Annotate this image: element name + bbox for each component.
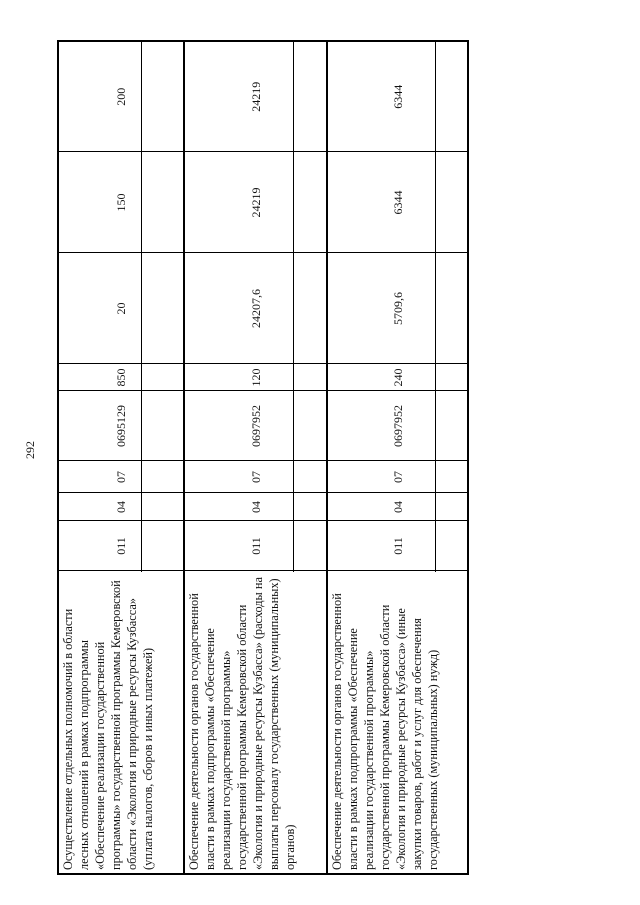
subsection-code: 07 [58,461,184,493]
expense-type-code: 850 [58,364,184,391]
target-article-code: 0697952 [327,391,468,461]
expense-type-code: 240 [327,364,468,391]
amount-year-2: 150 [58,152,184,253]
amount-year-1: 5709,6 [327,253,468,364]
expense-name: Обеспечение деятельности органов государственной власти в рамках подпрограммы «Обеспечение реализации государственной программы» государственной программы Кемеровской области «Экология и природные ресурсы Кузбасса» (иные закупки товаров, работ и услуг для обеспечения государственных (муниципальных) нужд) [327,571,468,874]
table-row [58,41,184,874]
target-article-code: 0695129 [58,391,184,461]
page-number: 292 [23,441,37,459]
section-code: 04 [327,493,468,521]
ministry-code: 011 [184,521,327,571]
expense-name: Осуществление отдельных полномочий в области лесных отношений в рамках подпрограммы «Обеспечение реализации государственной программы» государственной программы Кемеровской области «Экология и природные ресурсы Кузбасса» (уплата налогов, сборов и иных платежей) [58,571,184,874]
section-code: 04 [184,493,327,521]
budget-table [57,40,469,875]
expense-type-code: 120 [184,364,327,391]
amount-year-3: 200 [58,41,184,152]
table-row [327,41,468,874]
amount-year-2: 24219 [184,152,327,253]
row-divider [141,42,142,572]
table-row [184,41,327,874]
amount-year-3: 6344 [327,41,468,152]
rotated-table-frame [57,42,467,875]
row-divider [435,42,436,572]
ministry-code: 011 [58,521,184,571]
subsection-code: 07 [327,461,468,493]
amount-year-3: 24219 [184,41,327,152]
ministry-code: 011 [327,521,468,571]
subsection-code: 07 [184,461,327,493]
row-divider [293,42,294,572]
amount-year-2: 6344 [327,152,468,253]
section-code: 04 [58,493,184,521]
amount-year-1: 20 [58,253,184,364]
expense-name: Обеспечение деятельности органов государственной власти в рамках подпрограммы «Обеспечение реализации государственной программы» государственной программы Кемеровской области «Экология и природные ресурсы Кузбасса» (расходы на выплаты персоналу государственных (муниципальных) органов) [184,571,327,874]
amount-year-1: 24207,6 [184,253,327,364]
target-article-code: 0697952 [184,391,327,461]
